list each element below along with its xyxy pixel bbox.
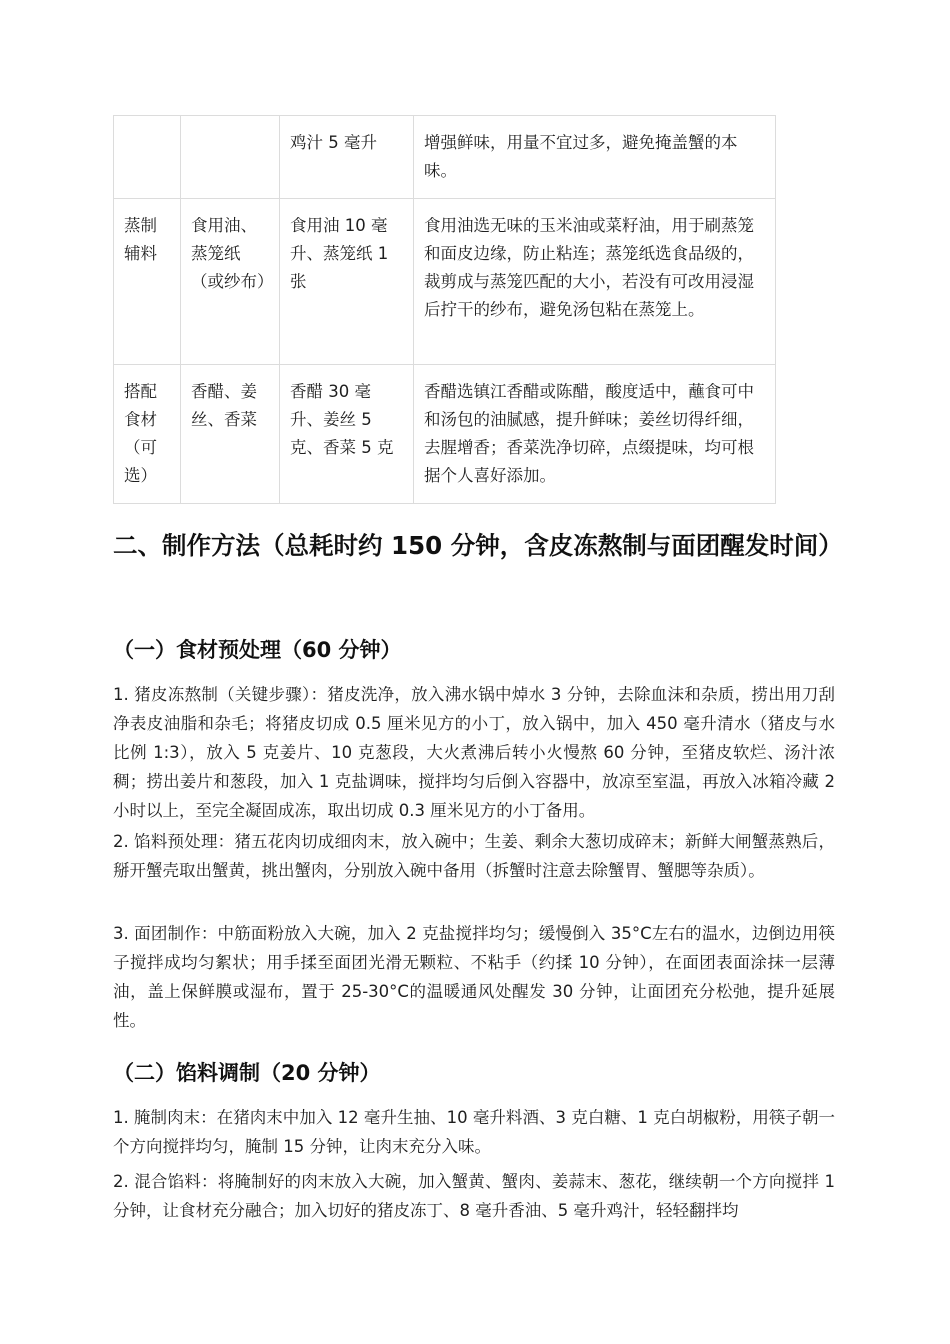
step-paragraph: 2. 馅料预处理：猪五花肉切成细肉末，放入碗中；生姜、剩余大葱切成碎末；新鲜大闸蟹蒸熟后，掰开蟹壳取出蟹黄，挑出蟹肉，分别放入碗中备用（拆蟹时注意去除蟹胃、蟹腮等杂质）。	[113, 832, 835, 880]
table-cell-note: 香醋选镇江香醋或陈醋，酸度适中，蘸食可中和汤包的油腻感，提升鲜味；姜丝切得纤细，去腥增香；香菜洗净切碎，点缀提味，均可根据个人喜好添加。	[414, 365, 776, 504]
table-cell-category: 蒸制辅料	[114, 199, 181, 365]
table-row	[114, 199, 776, 365]
step-paragraph: 3. 面团制作：中筋面粉放入大碗，加入 2 克盐搅拌均匀；缓慢倒入 35°C左右的温水，边倒边用筷子搅拌成均匀絮状；用手揉至面团光滑无颗粒、不粘手（约揉 10 分钟），在面团表面涂抹一层薄油，盖上保鲜膜或湿布，置于 25-30°C的温暖通风处醒发 30 分钟，让面团充分松弛，提升延展性。	[113, 924, 835, 1030]
table-cell-category	[114, 116, 181, 199]
subsection-heading-filling: （二）馅料调制（20 分钟）	[113, 1061, 381, 1085]
table-cell-name: 香醋、姜丝、香菜	[181, 365, 280, 504]
table-cell-amount: 食用油 10 毫升、蒸笼纸 1 张	[280, 199, 414, 365]
section-heading: 二、制作方法（总耗时约 150 分钟，含皮冻熬制与面团醒发时间）	[113, 531, 843, 560]
table-cell-name: 食用油、蒸笼纸（或纱布）	[181, 199, 280, 365]
table-cell-amount: 鸡汁 5 毫升	[280, 116, 414, 199]
table-cell-category: 搭配食材（可选）	[114, 365, 181, 504]
table-cell-note: 增强鲜味，用量不宜过多，避免掩盖蟹的本味。	[414, 116, 776, 199]
table-cell-amount: 香醋 30 毫升、姜丝 5 克、香菜 5 克	[280, 365, 414, 504]
step-paragraph: 1. 猪皮冻熬制（关键步骤）：猪皮洗净，放入沸水锅中焯水 3 分钟，去除血沫和杂质，捞出用刀刮净表皮油脂和杂毛；将猪皮切成 0.5 厘米见方的小丁，放入锅中，加入 450 毫升清水（猪皮与水比例 1:3），放入 5 克姜片、10 克葱段，大火煮沸后转小火慢熬 60 分钟，至猪皮软烂、汤汁浓稠；捞出姜片和葱段，加入 1 克盐调味，搅拌均匀后倒入容器中，放凉至室温，再放入冰箱冷藏 2 小时以上，至完全凝固成冻，取出切成 0.3 厘米见方的小丁备用。	[113, 685, 835, 820]
step-paragraph: 2. 混合馅料：将腌制好的肉末放入大碗，加入蟹黄、蟹肉、姜蒜末、葱花，继续朝一个方向搅拌 1 分钟，让食材充分融合；加入切好的猪皮冻丁、8 毫升香油、5 毫升鸡汁，轻轻翻拌均	[113, 1172, 835, 1220]
table-row	[114, 365, 776, 504]
ingredient-table	[113, 115, 776, 504]
table-cell-note: 食用油选无味的玉米油或菜籽油，用于刷蒸笼和面皮边缘，防止粘连；蒸笼纸选食品级的，裁剪成与蒸笼匹配的大小，若没有可改用浸湿后拧干的纱布，避免汤包粘在蒸笼上。	[414, 199, 776, 365]
step-paragraph: 1. 腌制肉末：在猪肉末中加入 12 毫升生抽、10 毫升料酒、3 克白糖、1 克白胡椒粉，用筷子朝一个方向搅拌均匀，腌制 15 分钟，让肉末充分入味。	[113, 1108, 835, 1156]
subsection-heading-preprocess: （一）食材预处理（60 分钟）	[113, 638, 402, 662]
table-row	[114, 116, 776, 199]
table-cell-name	[181, 116, 280, 199]
